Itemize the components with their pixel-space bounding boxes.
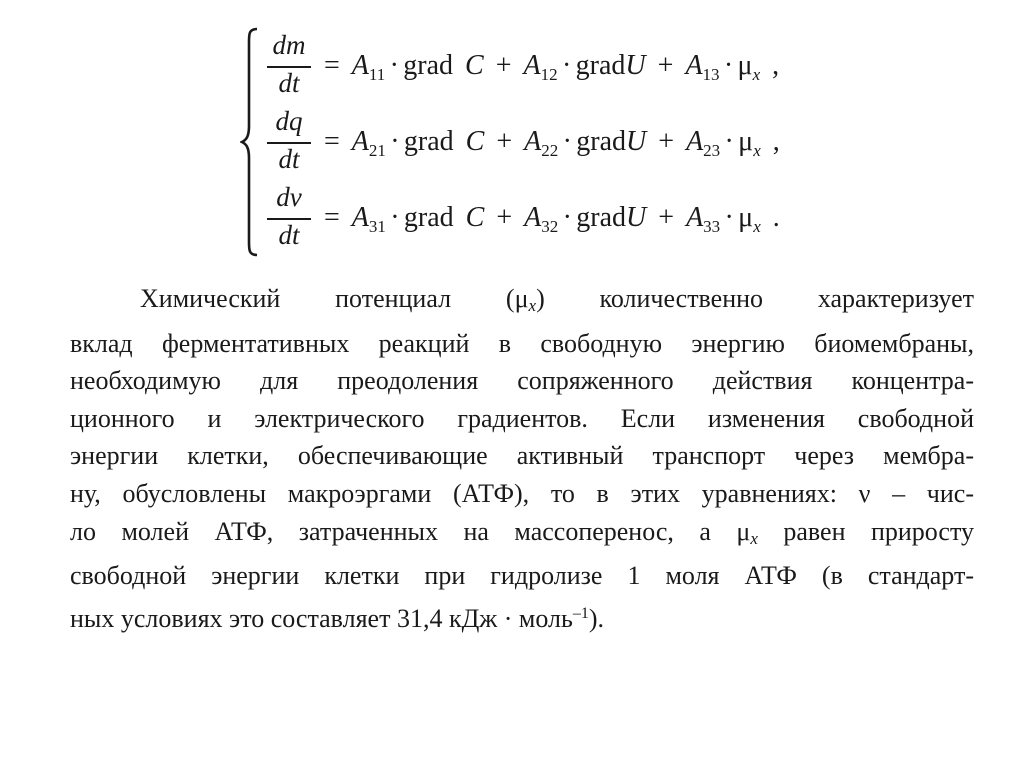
paragraph-line: вклад ферментативных реакций в свободную энергию биомембраны, <box>70 328 974 358</box>
fraction <box>262 104 316 180</box>
equation-row-2 <box>262 104 802 180</box>
denominator: dt <box>278 144 300 174</box>
paragraph-line: необходимую для преодоления сопряженного действия концентра- <box>70 366 974 396</box>
left-brace <box>240 26 262 258</box>
paragraph-line: Химический потенциал $(\mu_x)$ количественно характеризует <box>140 284 974 315</box>
fraction <box>262 180 316 256</box>
equation-rhs: = $A_{31}$ · grad $C + A_{32}$ · gradU + $A_{33} \cdot \mu_x$ . <box>324 202 780 236</box>
numerator: dq <box>275 106 303 136</box>
coef-index: 11 <box>368 65 386 84</box>
paragraph-line: ло молей АТФ, затраченных на массоперенос, а $\mu_x$ равен приросту <box>70 516 974 548</box>
paragraph-line: ционного и электрического градиентов. Если изменения свободной <box>70 403 974 433</box>
equation-rhs: = $A_{11}$ · grad $C + A_{12}$ · gradU + $A_{13} \cdot \mu_x$ , <box>324 50 780 84</box>
fraction <box>262 28 316 104</box>
numerator: dm <box>272 30 306 60</box>
paragraph-line: ну, обусловлены макроэргами (АТФ), то в этих уравнениях: ν – чис- <box>70 478 974 508</box>
paragraph-line: энергии клетки, обеспечивающие активный транспорт через мембра- <box>70 441 974 471</box>
equation-row-3 <box>262 180 802 256</box>
equation-rhs: = $A_{21}$ · grad $C + A_{22}$ · gradU + $A_{23} \cdot \mu_x$ , <box>324 126 780 160</box>
paragraph-line: свободной энергии клетки при гидролизе 1 моля АТФ (в стандарт- <box>70 561 974 591</box>
paragraph-line: ных условиях это составляет 31,4 кДж · моль$^{-1}$). <box>70 603 605 633</box>
denominator: dt <box>278 68 300 98</box>
denominator: dt <box>278 220 300 250</box>
numerator: dν <box>276 182 302 212</box>
equation-row-1 <box>262 28 802 104</box>
equation-system <box>240 26 800 258</box>
body-paragraph <box>70 280 974 637</box>
